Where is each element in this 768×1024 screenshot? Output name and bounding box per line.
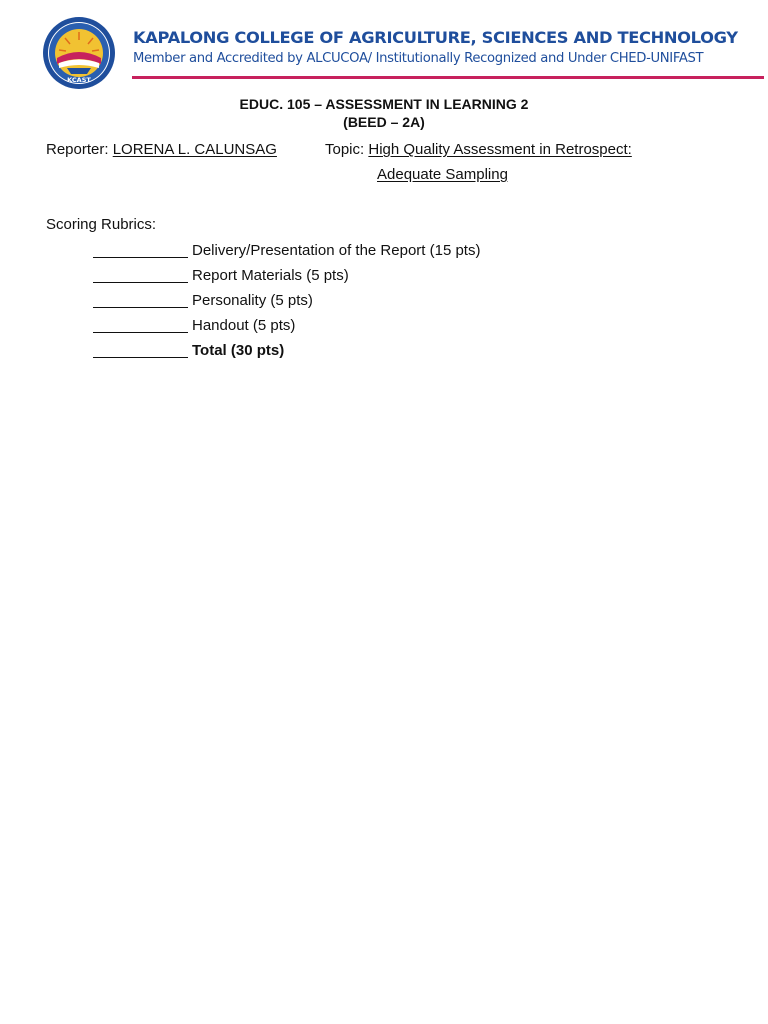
topic-line-2-wrap xyxy=(377,166,508,183)
score-blank[interactable] xyxy=(93,266,188,283)
reporter-row xyxy=(46,141,277,158)
topic-label: Topic: xyxy=(325,141,365,158)
school-seal-icon xyxy=(39,16,119,90)
rubric-label: Handout (5 pts) xyxy=(192,317,296,334)
accreditation-line: Member and Accredited by ALCUCOA/ Institutionally Recognized and Under CHED-UNIFAST xyxy=(133,51,704,66)
school-name: KAPALONG COLLEGE OF AGRICULTURE, SCIENCES AND TECHNOLOGY xyxy=(133,28,738,47)
reporter-name: LORENA L. CALUNSAG xyxy=(112,141,277,158)
topic-row xyxy=(325,141,632,158)
rubrics-label: Scoring Rubrics: xyxy=(46,216,157,233)
reporter-label: Reporter: xyxy=(46,141,109,158)
course-title: EDUC. 105 – ASSESSMENT IN LEARNING 2 xyxy=(239,96,529,112)
rubric-total-label: Total (30 pts) xyxy=(192,342,285,359)
rubric-label: Personality (5 pts) xyxy=(192,292,313,309)
rubric-item xyxy=(93,266,480,291)
topic-line-1: High Quality Assessment in Retrospect: xyxy=(368,141,632,158)
rubric-total xyxy=(93,341,480,366)
rubric-item xyxy=(93,291,480,316)
header-divider xyxy=(132,76,764,79)
rubric-label: Report Materials (5 pts) xyxy=(192,267,349,284)
svg-text:KCAST: KCAST xyxy=(67,76,91,84)
rubric-item xyxy=(93,241,480,266)
score-blank[interactable] xyxy=(93,316,188,333)
document-title xyxy=(0,96,768,131)
section-label: (BEED – 2A) xyxy=(343,113,425,130)
score-blank[interactable] xyxy=(93,291,188,308)
topic-line-2: Adequate Sampling xyxy=(377,166,508,183)
rubric-list xyxy=(93,241,480,366)
rubric-label: Delivery/Presentation of the Report (15 pts) xyxy=(192,242,481,259)
score-blank[interactable] xyxy=(93,241,188,258)
rubric-item xyxy=(93,316,480,341)
total-score-blank[interactable] xyxy=(93,341,188,358)
